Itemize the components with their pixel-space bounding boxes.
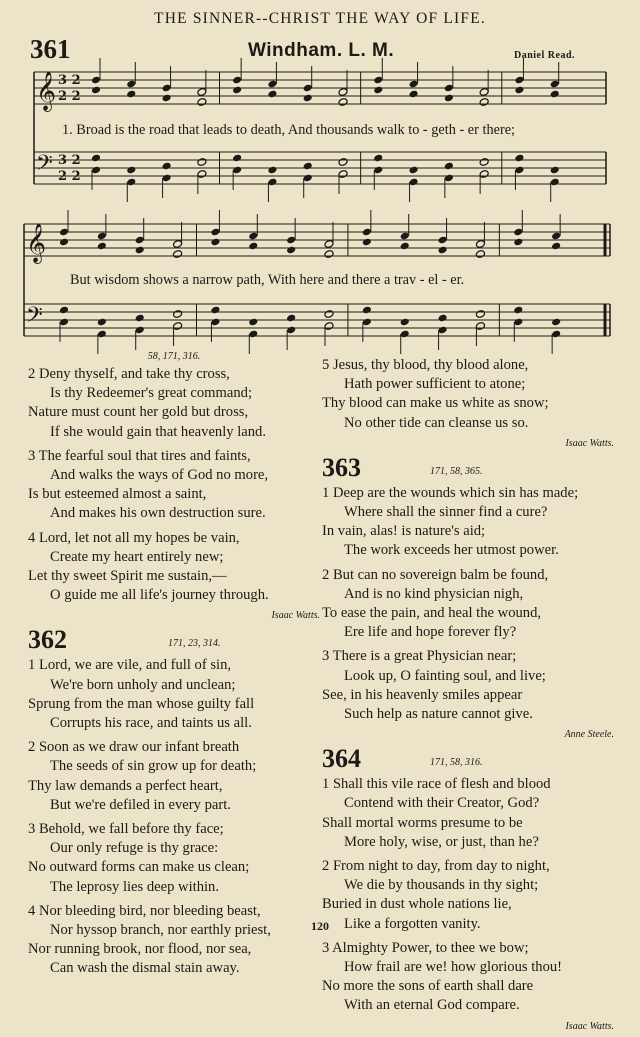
note-head <box>197 158 207 167</box>
note-head <box>210 238 220 247</box>
meter-refs-363: 171, 58, 365. <box>430 465 483 477</box>
hymn362-cont-verses <box>322 356 614 433</box>
note-head <box>232 86 242 95</box>
lyric-line-1: 1. Broad is the road that leads to death, And thousands walk to - geth - er there; <box>62 122 516 138</box>
note-head <box>162 94 172 103</box>
verse <box>28 529 320 606</box>
note-head <box>126 166 136 175</box>
note-head <box>248 318 258 327</box>
left-column <box>28 348 320 984</box>
note-head <box>513 306 523 315</box>
hymn364-heading <box>322 745 614 775</box>
verse-line: Thy blood can make us white as snow; <box>322 395 549 412</box>
note-head <box>97 318 107 327</box>
verse-line: Ere life and hope forever fly? <box>344 624 517 641</box>
verse-line: With an eternal God compare. <box>344 997 520 1014</box>
hymn-number-363: 363 <box>322 452 361 482</box>
note-head <box>444 162 454 171</box>
verse-line: 3 Behold, we fall before thy face; <box>28 821 224 838</box>
verse-line: Shall mortal worms presume to be <box>322 814 523 831</box>
verse-line: 2 Deny thyself, and take thy cross, <box>28 366 230 382</box>
verse-line: 1 Lord, we are vile, and full of sin, <box>28 657 232 674</box>
right-column <box>322 356 614 1037</box>
note-head <box>551 318 561 327</box>
time-signature: 3 2 <box>58 153 81 168</box>
verse-line: 2 From night to day, from day to night, <box>322 858 550 875</box>
hymn362-heading <box>28 626 320 656</box>
note-head <box>97 242 107 251</box>
meter-refs-364: 171, 58, 316. <box>430 757 483 769</box>
verse-line: Such help as nature cannot give. <box>344 706 533 723</box>
note-head <box>286 246 296 255</box>
verse-line: 3 There is a great Physician near; <box>322 648 517 665</box>
note-head <box>59 238 69 247</box>
verse-line: 1 Shall this vile race of flesh and blood <box>322 776 551 793</box>
verse <box>28 902 320 979</box>
note-head <box>550 166 560 175</box>
verse-line: Look up, O fainting soul, and live; <box>344 667 546 684</box>
note-head <box>267 166 277 175</box>
verse-line: Nor running brook, nor flood, nor sea, <box>28 941 252 958</box>
hymn-number-364: 364 <box>322 744 361 774</box>
verse-line: If she would gain that heavenly land. <box>50 423 267 440</box>
hymn-number-361: 361 <box>30 34 71 64</box>
verse <box>28 738 320 815</box>
note-head <box>286 314 296 323</box>
author-364: Isaac Watts. <box>565 1020 614 1032</box>
note-head <box>514 154 524 163</box>
meter-refs-362: 171, 23, 314. <box>168 638 221 650</box>
verse <box>28 820 320 897</box>
note-head <box>91 86 101 95</box>
verse-line: 3 The fearful soul that tires and faints, <box>28 447 251 464</box>
note-head <box>409 166 419 175</box>
note-head <box>59 306 69 315</box>
verse <box>28 365 320 442</box>
verse-line: We die by thousands in thy sight; <box>344 877 539 894</box>
note-head <box>362 306 372 315</box>
note-head <box>338 158 348 167</box>
verse-line: Nor hyssop branch, nor earthly priest, <box>50 922 271 939</box>
note-head <box>550 90 560 99</box>
verse-line: 3 Almighty Power, to thee we bow; <box>322 939 529 956</box>
hymn363-verses <box>322 484 614 724</box>
verse-line: Buried in dust whole nations lie, <box>322 896 512 913</box>
verse-line: But we're defiled in every part. <box>50 796 231 813</box>
verse-line: 5 Jesus, thy blood, thy blood alone, <box>322 357 529 373</box>
note-head <box>551 242 561 251</box>
verse-line: The work exceeds her utmost power. <box>344 542 559 559</box>
note-head <box>267 90 277 99</box>
verse-line: Like a forgotten vanity. <box>344 915 481 932</box>
note-head <box>135 246 145 255</box>
verse-line: And walks the ways of God no more, <box>50 467 269 484</box>
verse-line: The leprosy lies deep within. <box>50 878 220 895</box>
meter-refs-361: 58, 171, 316. <box>147 351 201 362</box>
note-head <box>303 94 313 103</box>
verse-line: No more the sons of earth shall dare <box>322 978 534 995</box>
verse <box>322 566 614 643</box>
verse-line: In vain, alas! is nature's aid; <box>322 523 486 540</box>
verse-line: Contend with their Creator, God? <box>344 795 540 812</box>
verse-line: No outward forms can make us clean; <box>28 859 250 876</box>
verse <box>322 356 614 433</box>
time-signature: 2 2 <box>58 89 81 104</box>
note-head <box>373 154 383 163</box>
verse <box>322 484 614 561</box>
note-head <box>173 250 183 259</box>
verse-line: Thy law demands a perfect heart, <box>28 777 223 794</box>
note-head <box>400 318 410 327</box>
verse-line: Let thy sweet Spirit me sustain,— <box>28 568 227 585</box>
author-362: Isaac Watts. <box>565 437 614 449</box>
verse-line: Nature must count her gold but dross, <box>28 404 249 421</box>
note-head <box>91 154 101 163</box>
verse-line: Corrupts his race, and taints us all. <box>50 715 252 732</box>
verse-line: The seeds of sin grow up for death; <box>50 758 257 775</box>
clef-icon: 𝄢 <box>36 151 53 181</box>
note-head <box>324 250 334 259</box>
page-number: 120 <box>311 919 329 933</box>
verse-line: Create my heart entirely new; <box>50 548 224 565</box>
verse-line: Is but esteemed almost a saint, <box>28 486 207 503</box>
hymn363-heading <box>322 454 614 484</box>
time-signature: 2 2 <box>58 169 81 184</box>
note-head <box>475 250 485 259</box>
time-signature: 3 2 <box>58 73 81 88</box>
verse-line: See, in his heavenly smiles appear <box>322 686 523 703</box>
verse-line: And is no kind physician nigh, <box>344 585 524 602</box>
verse-line: O guide me all life's journey through. <box>50 587 269 604</box>
author-361: Isaac Watts. <box>271 610 320 622</box>
note-head <box>303 162 313 171</box>
verse-line: 1 Deep are the wounds which sin has made; <box>322 484 579 501</box>
verse-line: Our only refuge is thy grace: <box>50 840 219 857</box>
verse <box>322 647 614 724</box>
note-head <box>232 154 242 163</box>
clef-icon: 𝄞 <box>26 223 47 263</box>
note-head <box>513 238 523 247</box>
hymn361-verses <box>28 365 320 605</box>
note-head <box>373 86 383 95</box>
clef-icon: 𝄢 <box>26 303 43 333</box>
composer-name: Daniel Read. <box>514 50 575 61</box>
verse-line: No other tide can cleanse us so. <box>344 414 529 431</box>
verse-line: More holy, wise, or just, than he? <box>344 833 539 850</box>
verse-line: 2 Soon as we draw our infant breath <box>28 739 240 756</box>
note-head <box>479 98 489 107</box>
note-head <box>135 314 145 323</box>
hymn364-verses <box>322 775 614 1015</box>
verse-line: Hath power sufficient to atone; <box>344 376 526 393</box>
verse-line: Can wash the dismal stain away. <box>50 960 240 977</box>
note-head <box>400 242 410 251</box>
note-head <box>475 310 485 319</box>
note-head <box>479 158 489 167</box>
verse <box>322 775 614 852</box>
verse-line: How frail are we! how glorious thou! <box>344 959 563 976</box>
verse-line: We're born unholy and unclean; <box>50 676 236 693</box>
clef-icon: 𝄞 <box>36 71 57 111</box>
verse-line: 4 Nor bleeding bird, nor bleeding beast, <box>28 902 261 919</box>
note-head <box>438 246 448 255</box>
note-head <box>324 310 334 319</box>
verse <box>28 656 320 733</box>
verse <box>322 939 614 1016</box>
note-head <box>210 306 220 315</box>
lyric-line-2: But wisdom shows a narrow path, With here and there a trav - el - er. <box>70 272 465 288</box>
verse <box>28 447 320 524</box>
note-head <box>162 162 172 171</box>
verse-line: 2 But can no sovereign balm be found, <box>322 566 549 583</box>
verse-line: 4 Lord, let not all my hopes be vain, <box>28 529 240 546</box>
note-head <box>126 90 136 99</box>
note-head <box>444 94 454 103</box>
note-head <box>362 238 372 247</box>
verse-line: Sprung from the man whose guilty fall <box>28 695 255 712</box>
author-363: Anne Steele. <box>564 729 614 741</box>
note-head <box>248 242 258 251</box>
verse-line: Is thy Redeemer's great command; <box>50 385 253 402</box>
note-head <box>173 310 183 319</box>
note-head <box>197 98 207 107</box>
verse-line: Where shall the sinner find a cure? <box>344 504 548 521</box>
tune-name: Windham. L. M. <box>248 40 395 61</box>
note-head <box>409 90 419 99</box>
hymn-number-362: 362 <box>28 625 67 655</box>
verse-line: And makes his own destruction sure. <box>50 505 266 522</box>
note-head <box>514 86 524 95</box>
note-head <box>438 314 448 323</box>
music-score <box>0 0 640 360</box>
verse-line: To ease the pain, and heal the wound, <box>322 605 542 622</box>
page-header: THE SINNER--CHRIST THE WAY OF LIFE. <box>154 10 486 27</box>
note-head <box>338 98 348 107</box>
